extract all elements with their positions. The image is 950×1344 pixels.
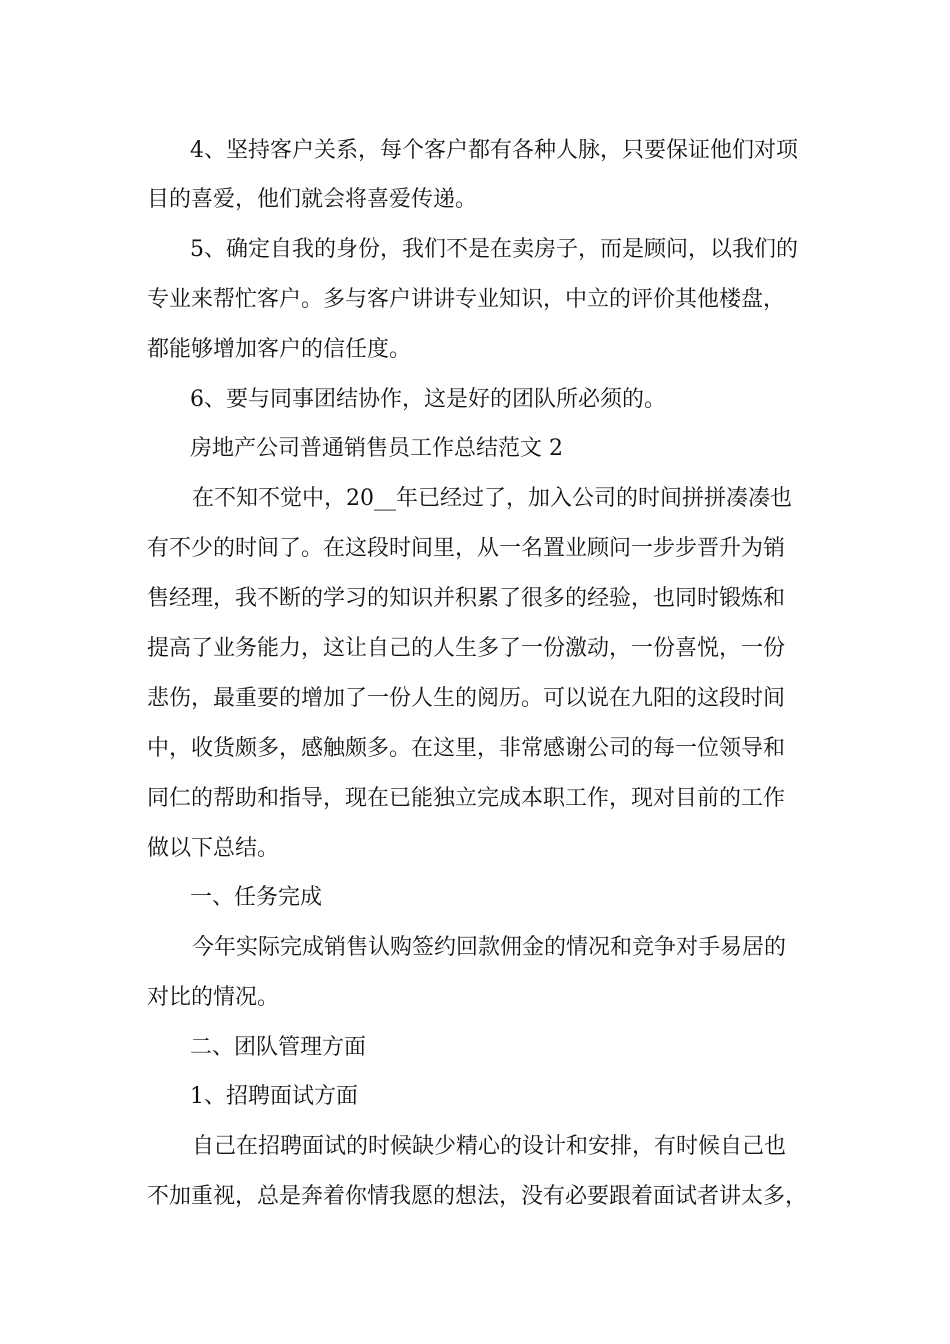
paragraph-5-line-1: 5、确定自我的身份，我们不是在卖房子，而是顾问，以我们的 — [190, 237, 798, 262]
task-line-2: 对比的情况。 — [147, 985, 280, 1010]
recruit-line-2: 不加重视，总是奔着你情我愿的想法，没有必要跟着面试者讲太多， — [147, 1184, 808, 1209]
paragraph-5-line-3: 都能够增加客户的信任度。 — [147, 337, 412, 362]
heading-team-management: 二、团队管理方面 — [190, 1035, 367, 1060]
intro-line-4: 提高了业务能力，这让自己的人生多了一份激动，一份喜悦，一份 — [147, 636, 786, 661]
paragraph-4-line-2: 目的喜爱，他们就会将喜爱传递。 — [147, 187, 478, 212]
paragraph-5-line-2: 专业来帮忙客户。多与客户讲讲专业知识，中立的评价其他楼盘， — [147, 287, 786, 312]
heading-task-completion: 一、任务完成 — [190, 885, 323, 910]
subheading-recruitment: 1、招聘面试方面 — [190, 1084, 358, 1109]
intro-line-5: 悲伤，最重要的增加了一份人生的阅历。可以说在九阳的这段时间 — [147, 686, 786, 711]
intro-line-2: 有不少的时间了。在这段时间里，从一名置业顾问一步步晋升为销 — [147, 536, 786, 561]
section-title: 房地产公司普通销售员工作总结范文 2 — [190, 436, 563, 461]
intro-line-3: 售经理，我不断的学习的知识并积累了很多的经验，也同时锻炼和 — [147, 586, 786, 611]
paragraph-6-line-1: 6、要与同事团结协作，这是好的团队所必须的。 — [190, 387, 666, 412]
intro-line-1: 在不知不觉中，20__年已经过了，加入公司的时间拼拼凑凑也 — [192, 486, 792, 511]
intro-line-8: 做以下总结。 — [147, 836, 280, 861]
recruit-line-1: 自己在招聘面试的时候缺少精心的设计和安排，有时候自己也 — [192, 1134, 787, 1159]
intro-line-6: 中，收货颇多，感触颇多。在这里，非常感谢公司的每一位领导和 — [147, 736, 786, 761]
intro-line-7: 同仁的帮助和指导，现在已能独立完成本职工作，现对目前的工作 — [147, 786, 786, 811]
task-line-1: 今年实际完成销售认购签约回款佣金的情况和竞争对手易居的 — [192, 935, 787, 960]
paragraph-4-line-1: 4、坚持客户关系，每个客户都有各种人脉，只要保证他们对项 — [190, 138, 798, 163]
